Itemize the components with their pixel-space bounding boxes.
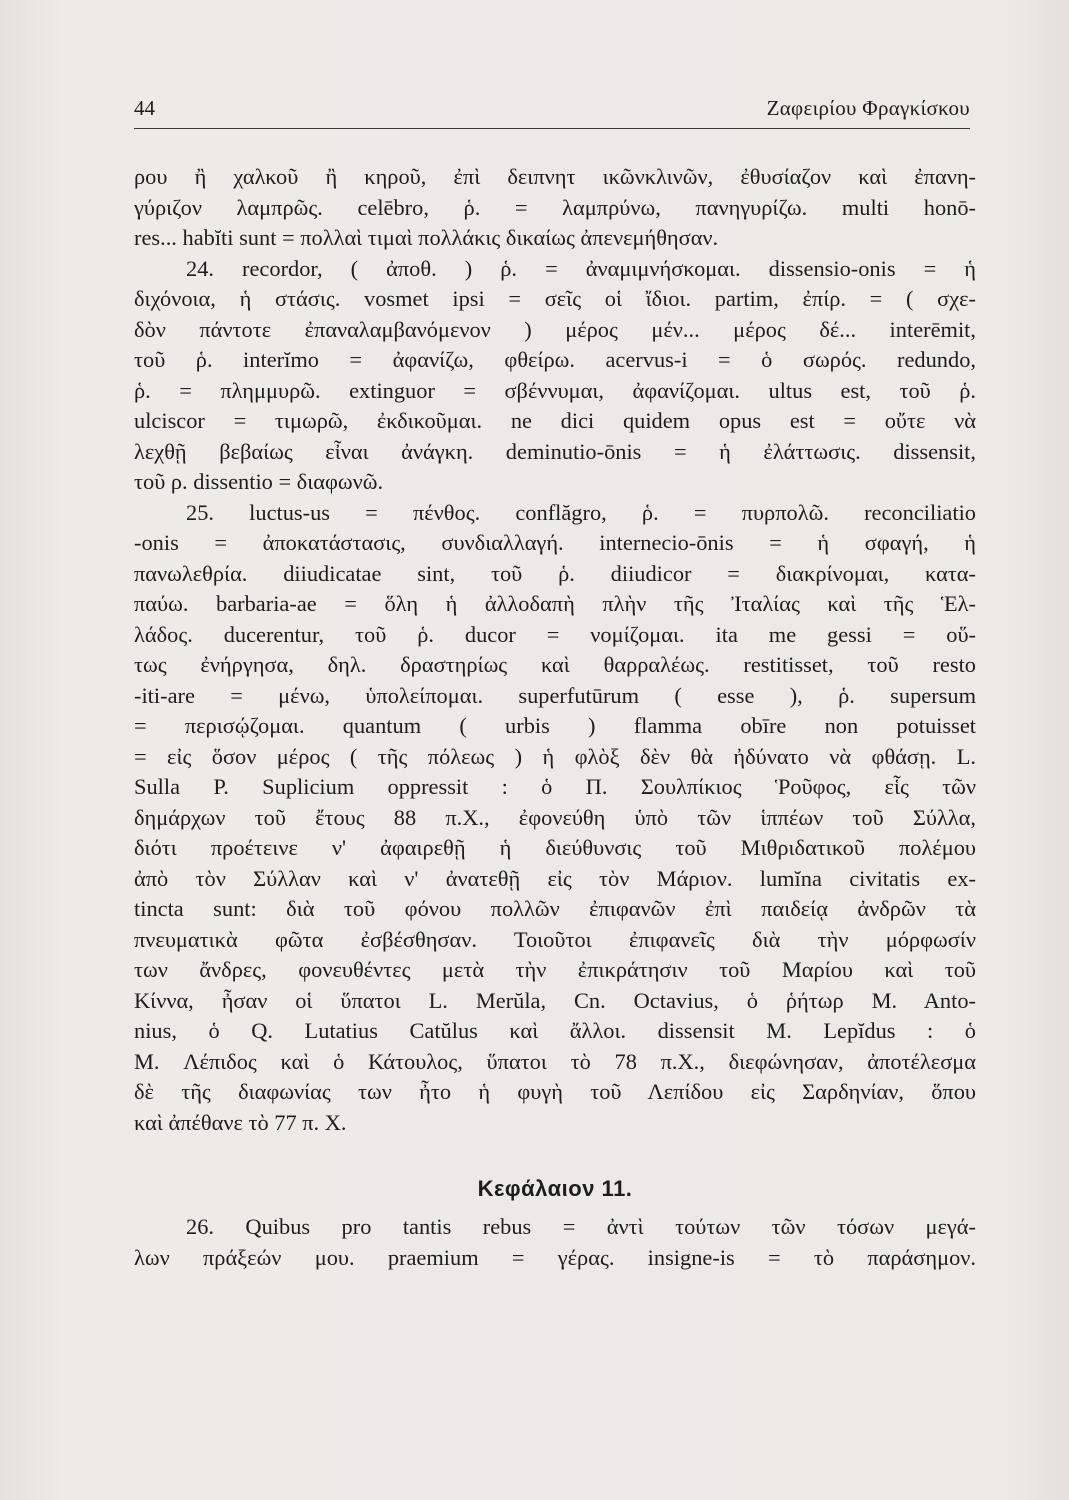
text-line: tincta sunt: διὰ τοῦ φόνου πολλῶν ἐπιφανῶν ἐπὶ παιδείᾳ ἀνδρῶν τὰ — [134, 896, 976, 921]
text-line: ῥ. = πλημμυρῶ. extinguor = σβέννυμαι, ἀφανίζομαι. ultus est, τοῦ ῥ. — [134, 377, 976, 403]
page-number: 44 — [134, 96, 155, 120]
text-line: Κίννα, ἦσαν οἱ ὕπατοι L. Merŭla, Cn. Octavius, ὁ ῥήτωρ M. Anto- — [134, 987, 976, 1013]
text-line: δημάρχων τοῦ ἔτους 88 π.Χ., ἐφονεύθη ὑπὸ τῶν ἱππέων τοῦ Σύλλα, — [134, 804, 976, 830]
text-line: δὲ τῆς διαφωνίας των ἦτο ἡ φυγὴ τοῦ Λεπίδου εἰς Σαρδηνίαν, ὅπου — [134, 1079, 976, 1104]
text-line: λων πράξεών μου. praemium = γέρας. insigne-is = τὸ παράσημον. — [134, 1244, 976, 1270]
text-line: -iti-are = μένω, ὑπολείπομαι. superfutūrum ( esse ), ῥ. supersum — [134, 682, 976, 708]
text-line: τοῦ ῥ. interĭmo = ἀφανίζω, φθείρω. acervus-i = ὁ σωρός. redundo, — [134, 347, 976, 372]
text-line: -onis = ἀποκατάστασις, συνδιαλλαγή. internecio-ōnis = ἡ σφαγή, ἡ — [134, 530, 976, 555]
text-line: Sulla P. Suplicium oppressit : ὁ Π. Σουλπίκιος Ῥοῦφος, εἷς τῶν — [134, 774, 976, 799]
text-line: τως ἐνήργησα, δηλ. δραστηρίως καὶ θαρραλέως. restitisset, τοῦ resto — [134, 652, 976, 677]
text-line: ἀπὸ τὸν Σύλλαν καὶ ν' ἀνατεθῇ εἰς τὸν Μάριον. lumĭna civitatis ex- — [134, 865, 976, 891]
text-line: res... habĭti sunt = πολλαὶ τιμαὶ πολλάκις δικαίως ἀπενεμήθησαν. — [134, 225, 719, 250]
text-line: ρου ἢ χαλκοῦ ἢ κηροῦ, ἐπὶ δειπνητ ικῶνκλινῶν, ἐθυσίαζον καὶ ἐπανη- — [134, 164, 976, 189]
text-line: nius, ὁ Q. Lutatius Catŭlus καὶ ἄλλοι. dissensit M. Lepĭdus : ὁ — [134, 1018, 976, 1043]
text-line: δὸν πάντοτε ἐπαναλαμβανόμενον ) μέρος μέν... μέρος δέ... interēmit, — [134, 316, 976, 342]
page-header — [134, 92, 970, 129]
text-line: M. Λέπιδος καὶ ὁ Κάτουλος, ὕπατοι τὸ 78 π.Χ., διεφώνησαν, ἀποτέλεσμα — [134, 1048, 976, 1074]
text-line: ulciscor = τιμωρῶ, ἐκδικοῦμαι. ne dici quidem opus est = οὔτε νὰ — [134, 408, 976, 433]
text-line: = εἰς ὅσον μέρος ( τῆς πόλεως ) ἡ φλὸξ δὲν θὰ ἠδύνατο νὰ φθάσῃ. L. — [134, 743, 976, 769]
text-line: παύω. barbaria-ae = ὅλη ἡ ἀλλοδαπὴ πλὴν τῆς Ἰταλίας καὶ τῆς Ἑλ- — [134, 591, 976, 616]
chapter-11-text — [134, 1212, 976, 1273]
text-line: διχόνοια, ἡ στάσις. vosmet ipsi = σεῖς οἱ ἴδιοι. partim, ἐπίρ. = ( σχε- — [134, 286, 976, 311]
text-line: λεχθῇ βεβαίως εἶναι ἀνάγκη. deminutio-ōnis = ἡ ἐλάττωσις. dissensit, — [134, 438, 976, 464]
text-line: των ἄνδρες, φονευθέντες μετὰ τὴν ἐπικράτησιν τοῦ Μαρίου καὶ τοῦ — [134, 957, 976, 982]
text-line: διότι προέτεινε ν' ἀφαιρεθῇ ἡ διεύθυνσις τοῦ Μιθριδατικοῦ πολέμου — [134, 835, 976, 860]
text-line: = περισῴζομαι. quantum ( urbis ) flamma obīre non potuisset — [134, 713, 976, 738]
text-line: πανωλεθρία. diiudicatae sint, τοῦ ῥ. diiudicor = διακρίνομαι, κατα- — [134, 560, 976, 586]
text-line: 26. Quibus pro tantis rebus = ἀντὶ τούτων τῶν τόσων μεγά- — [186, 1214, 976, 1239]
text-line: λάδος. ducerentur, τοῦ ῥ. ducor = νομίζομαι. ita me gessi = οὕ- — [134, 621, 976, 647]
body-text — [134, 162, 976, 1273]
text-line: 25. luctus-us = πένθος. conflăgro, ῥ. = πυρπολῶ. reconciliatio — [186, 499, 976, 525]
text-line: καὶ ἀπέθανε τὸ 77 π. Χ. — [134, 1109, 347, 1135]
text-line: γύριζον λαμπρῶς. celēbro, ῥ. = λαμπρύνω, πανηγυρίζω. multi honō- — [134, 194, 976, 220]
text-line: τοῦ ρ. dissentio = διαφωνῶ. — [134, 469, 384, 494]
text-line: 24. recordor, ( ἀποθ. ) ῥ. = ἀναμιμνήσκομαι. dissensio-onis = ἡ — [186, 255, 976, 281]
text-line: πνευματικὰ φῶτα ἐσβέσθησαν. Τοιοῦτοι ἐπιφανεῖς διὰ τὴν μόρφωσίν — [134, 926, 976, 952]
chapter-heading: Κεφάλαιον 11. — [477, 1176, 633, 1201]
running-title: Ζαφειρίου Φραγκίσκου — [766, 96, 970, 120]
